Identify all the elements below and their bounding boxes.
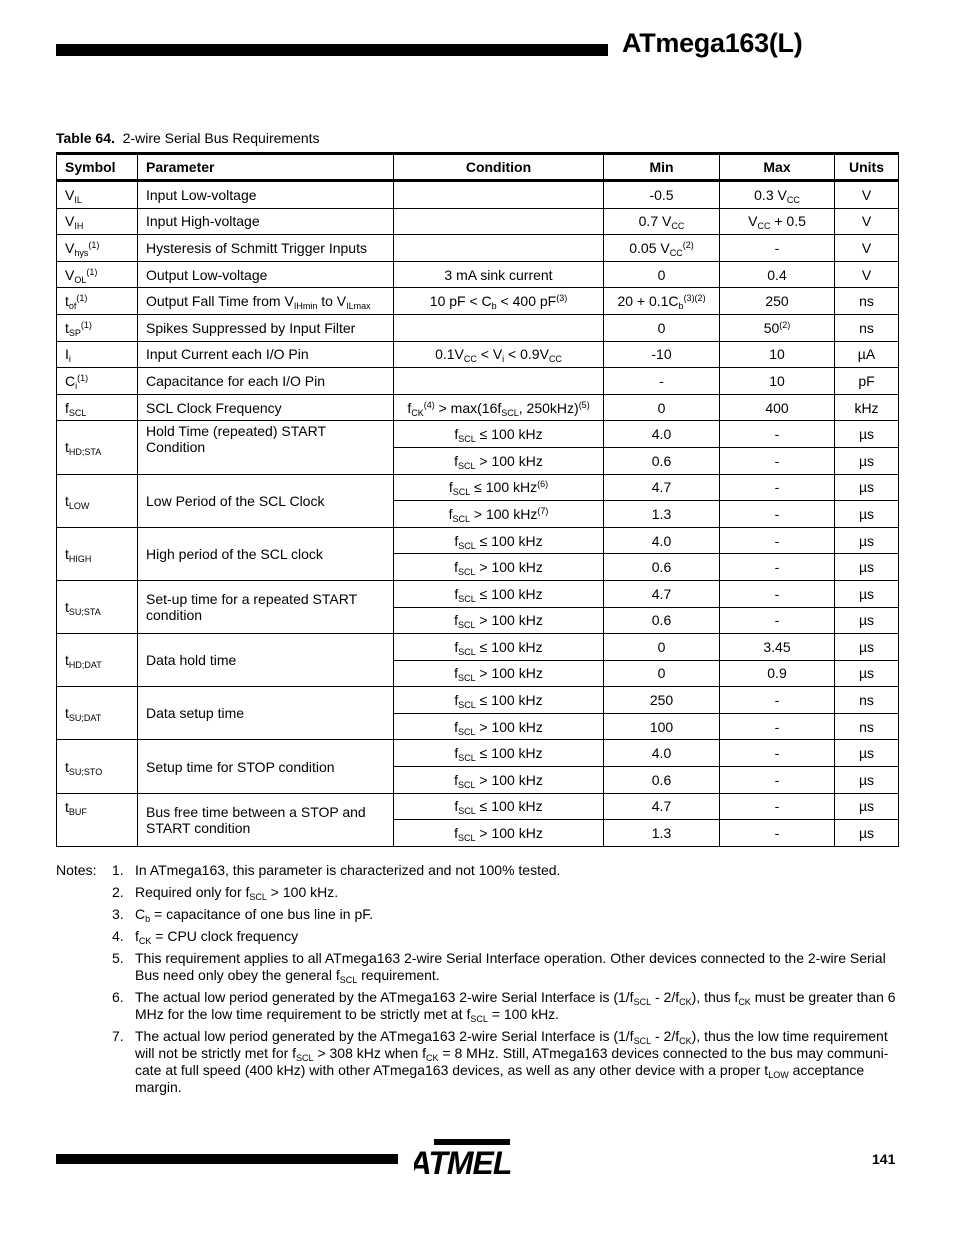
table-row bbox=[57, 235, 899, 262]
condition-cell bbox=[394, 368, 604, 395]
max-cell: - bbox=[720, 767, 835, 794]
col-header-symbol: Symbol bbox=[57, 154, 138, 181]
units-cell: µs bbox=[835, 527, 899, 554]
col-header-min: Min bbox=[604, 154, 720, 181]
parameter-cell: Hold Time (repeated) START Condition bbox=[138, 421, 394, 474]
condition-cell: $f_{SCL} \le 100$ kHz bbox=[394, 527, 604, 554]
condition-cell: $f_{SCL} > 100$ kHz bbox=[394, 820, 604, 847]
condition-cell: $f_{SCL} \le 100$ kHz bbox=[394, 793, 604, 820]
page-number: 141 bbox=[872, 1151, 896, 1167]
table-row bbox=[57, 341, 899, 368]
units-cell: µs bbox=[835, 554, 899, 581]
max-cell: - bbox=[720, 474, 835, 501]
table-row bbox=[57, 793, 899, 820]
parameter-cell: Capacitance for each I/O Pin bbox=[138, 368, 394, 395]
parameter-cell: SCL Clock Frequency bbox=[138, 394, 394, 421]
min-cell: - bbox=[604, 368, 720, 395]
max-cell: - bbox=[720, 793, 835, 820]
min-cell: 4.0 bbox=[604, 421, 720, 448]
symbol-cell: $t_{LOW}$ bbox=[57, 474, 138, 527]
condition-cell: 3 mA sink current bbox=[394, 261, 604, 288]
units-cell: V bbox=[835, 181, 899, 209]
min-cell: 0.6 bbox=[604, 554, 720, 581]
table-row bbox=[57, 421, 899, 448]
symbol-cell: $V_{hys}^{(1)}$ bbox=[57, 235, 138, 262]
min-cell: -10 bbox=[604, 341, 720, 368]
header-rule bbox=[56, 44, 608, 56]
units-cell: µs bbox=[835, 607, 899, 634]
condition-cell: $f_{SCL} \le 100$ kHz$^{(6)}$ bbox=[394, 474, 604, 501]
condition-cell: $f_{SCL} \le 100$ kHz bbox=[394, 634, 604, 661]
parameter-cell: Hysteresis of Schmitt Trigger Inputs bbox=[138, 235, 394, 262]
min-cell: 0.7 $V_{CC}$ bbox=[604, 208, 720, 235]
max-cell: - bbox=[720, 527, 835, 554]
parameter-cell: Output Low-voltage bbox=[138, 261, 394, 288]
units-cell: µA bbox=[835, 341, 899, 368]
table-caption-text: 2-wire Serial Bus Requirements bbox=[122, 130, 320, 146]
min-cell: 0.05 $V_{CC}^{(2)}$ bbox=[604, 235, 720, 262]
min-cell: 4.0 bbox=[604, 740, 720, 767]
table-caption bbox=[56, 130, 320, 146]
note-item: 4. $f_{CK}$ = CPU clock frequency bbox=[112, 928, 299, 946]
min-cell: 1.3 bbox=[604, 501, 720, 528]
note-item: 3. $C_b$ = capacitance of one bus line in pF. bbox=[112, 906, 374, 924]
max-cell: 10 bbox=[720, 341, 835, 368]
symbol-cell: $t_{SU;STO}$ bbox=[57, 740, 138, 793]
min-cell: 4.7 bbox=[604, 580, 720, 607]
units-cell: V bbox=[835, 261, 899, 288]
units-cell: µs bbox=[835, 820, 899, 847]
max-cell: 50$^{(2)}$ bbox=[720, 314, 835, 341]
symbol-cell: $t_{SU;DAT}$ bbox=[57, 687, 138, 740]
max-cell: - bbox=[720, 687, 835, 714]
units-cell: µs bbox=[835, 447, 899, 474]
max-cell: 10 bbox=[720, 368, 835, 395]
symbol-cell: $t_{of}^{(1)}$ bbox=[57, 288, 138, 315]
condition-cell: $f_{SCL} \le 100$ kHz bbox=[394, 580, 604, 607]
symbol-cell: $V_{IH}$ bbox=[57, 208, 138, 235]
units-cell: µs bbox=[835, 660, 899, 687]
parameter-cell: High period of the SCL clock bbox=[138, 527, 394, 580]
symbol-cell: $t_{HIGH}$ bbox=[57, 527, 138, 580]
max-cell: 3.45 bbox=[720, 634, 835, 661]
notes-label: Notes: bbox=[56, 862, 97, 878]
condition-cell: $f_{SCL} > 100$ kHz bbox=[394, 607, 604, 634]
units-cell: µs bbox=[835, 501, 899, 528]
note-item: 6. The actual low period generated by the ATmega163 2-wire Serial Interface is $(1/f_{SCL} - 2/f_{CK})$, thus $f_{CK}$ must be greater than 6 MHz for the low time requirement to be strictly met at $f_{SCL} = 100$ kHz. bbox=[112, 989, 896, 1024]
condition-cell: $f_{SCL} > 100$ kHz bbox=[394, 447, 604, 474]
table-row bbox=[57, 740, 899, 767]
table-caption-label: Table 64. bbox=[56, 130, 115, 146]
min-cell: 0 bbox=[604, 634, 720, 661]
max-cell: 0.9 bbox=[720, 660, 835, 687]
condition-cell: 10 pF < $C_b < 400$ $pF^{(3)}$ bbox=[394, 288, 604, 315]
max-cell: - bbox=[720, 740, 835, 767]
max-cell: 0.4 bbox=[720, 261, 835, 288]
parameter-cell: Setup time for STOP condition bbox=[138, 740, 394, 793]
notes-section bbox=[56, 862, 898, 1101]
symbol-cell: $t_{HD;STA}$ bbox=[57, 421, 138, 474]
max-cell: - bbox=[720, 713, 835, 740]
units-cell: ns bbox=[835, 687, 899, 714]
condition-cell: $0.1V_{CC} < V_i < 0.9V_{CC}$ bbox=[394, 341, 604, 368]
symbol-cell: $V_{IL}$ bbox=[57, 181, 138, 209]
condition-cell bbox=[394, 208, 604, 235]
atmel-logo bbox=[414, 1136, 512, 1189]
symbol-cell: $t_{SP}^{(1)}$ bbox=[57, 314, 138, 341]
condition-cell: $f_{SCL} > 100$ kHz bbox=[394, 554, 604, 581]
max-cell: - bbox=[720, 421, 835, 448]
condition-cell: $f_{SCL} > 100$ kHz bbox=[394, 767, 604, 794]
parameter-cell: Spikes Suppressed by Input Filter bbox=[138, 314, 394, 341]
table-row bbox=[57, 634, 899, 661]
max-cell: - bbox=[720, 607, 835, 634]
min-cell: 0.6 bbox=[604, 767, 720, 794]
note-item: 5. This requirement applies to all ATmega163 2-wire Serial Interface operation. Other devices connected to the 2-wire Serial Bus need only obey the general $f_{SCL}$ requirement. bbox=[112, 950, 886, 985]
table-row bbox=[57, 687, 899, 714]
max-cell: - bbox=[720, 820, 835, 847]
min-cell: 0 bbox=[604, 314, 720, 341]
col-header-units: Units bbox=[835, 154, 899, 181]
units-cell: µs bbox=[835, 580, 899, 607]
parameter-cell: Output Fall Time from $V_{IHmin}$ to $V_{ILmax}$ bbox=[138, 288, 394, 315]
col-header-condition: Condition bbox=[394, 154, 604, 181]
symbol-cell: $t_{HD;DAT}$ bbox=[57, 634, 138, 687]
min-cell: 0.6 bbox=[604, 607, 720, 634]
condition-cell bbox=[394, 314, 604, 341]
condition-cell: $f_{SCL} > 100$ kHz$^{(7)}$ bbox=[394, 501, 604, 528]
max-cell: - bbox=[720, 447, 835, 474]
table-row bbox=[57, 527, 899, 554]
condition-cell bbox=[394, 235, 604, 262]
max-cell: - bbox=[720, 554, 835, 581]
min-cell: 4.7 bbox=[604, 474, 720, 501]
table-row bbox=[57, 394, 899, 421]
note-item: 7. The actual low period generated by the ATmega163 2-wire Serial Interface is $(1/f_{SCL} - 2/f_{CK})$, thus the low time requirement will not be strictly met for $f_{SCL} > 308$ kHz when $f_{CK} = 8$ MHz. Still, ATmega163 devices connected to the bus may communi-cate at full speed (400 kHz) with other ATmega163 devices, as well as any other device with a proper $t_{LOW}$ acceptance margin. bbox=[112, 1028, 889, 1095]
table-row bbox=[57, 181, 899, 209]
min-cell: 250 bbox=[604, 687, 720, 714]
parameter-cell: Low Period of the SCL Clock bbox=[138, 474, 394, 527]
symbol-cell: $t_{BUF}$ bbox=[57, 793, 138, 846]
min-cell: $20 + 0.1C_b^{(3)(2)}$ bbox=[604, 288, 720, 315]
table-row bbox=[57, 474, 899, 501]
units-cell: V bbox=[835, 235, 899, 262]
table-row bbox=[57, 261, 899, 288]
parameter-cell: Set-up time for a repeated START condition bbox=[138, 580, 394, 633]
min-cell: 0 bbox=[604, 394, 720, 421]
table-row bbox=[57, 288, 899, 315]
min-cell: 4.0 bbox=[604, 527, 720, 554]
min-cell: 0.6 bbox=[604, 447, 720, 474]
condition-cell: $f_{CK}^{(4)} > \max(16f_{SCL}$, 250kHz)$^{(5)}$ bbox=[394, 394, 604, 421]
condition-cell: $f_{SCL} > 100$ kHz bbox=[394, 660, 604, 687]
table-row bbox=[57, 208, 899, 235]
table-row bbox=[57, 314, 899, 341]
units-cell: ns bbox=[835, 713, 899, 740]
max-cell: - bbox=[720, 235, 835, 262]
note-item: 2. Required only for $f_{SCL} > 100$ kHz. bbox=[112, 884, 339, 902]
condition-cell: $f_{SCL} \le 100$ kHz bbox=[394, 687, 604, 714]
min-cell: 1.3 bbox=[604, 820, 720, 847]
parameter-cell: Input Current each I/O Pin bbox=[138, 341, 394, 368]
condition-cell: $f_{SCL} > 100$ kHz bbox=[394, 713, 604, 740]
condition-cell: $f_{SCL} \le 100$ kHz bbox=[394, 740, 604, 767]
units-cell: µs bbox=[835, 421, 899, 448]
svg-text:ATMEL: ATMEL bbox=[414, 1145, 512, 1181]
units-cell: ns bbox=[835, 314, 899, 341]
units-cell: µs bbox=[835, 767, 899, 794]
units-cell: ns bbox=[835, 288, 899, 315]
symbol-cell: $I_i$ bbox=[57, 341, 138, 368]
condition-cell: $f_{SCL} \le 100$ kHz bbox=[394, 421, 604, 448]
min-cell: 0 bbox=[604, 660, 720, 687]
units-cell: µs bbox=[835, 740, 899, 767]
col-header-max: Max bbox=[720, 154, 835, 181]
max-cell: 250 bbox=[720, 288, 835, 315]
max-cell: 400 bbox=[720, 394, 835, 421]
parameter-cell: Input High-voltage bbox=[138, 208, 394, 235]
footer-rule bbox=[56, 1154, 398, 1164]
symbol-cell: $t_{SU;STA}$ bbox=[57, 580, 138, 633]
min-cell: 100 bbox=[604, 713, 720, 740]
max-cell: - bbox=[720, 501, 835, 528]
condition-cell bbox=[394, 181, 604, 209]
col-header-parameter: Parameter bbox=[138, 154, 394, 181]
units-cell: µs bbox=[835, 793, 899, 820]
units-cell: kHz bbox=[835, 394, 899, 421]
parameter-cell: Input Low-voltage bbox=[138, 181, 394, 209]
units-cell: V bbox=[835, 208, 899, 235]
table-row bbox=[57, 580, 899, 607]
symbol-cell: $V_{OL}^{(1)}$ bbox=[57, 261, 138, 288]
table-header-row bbox=[57, 154, 899, 181]
table-row bbox=[57, 368, 899, 395]
document-title: ATmega163(L) bbox=[622, 28, 803, 58]
min-cell: -0.5 bbox=[604, 181, 720, 209]
symbol-cell: $C_i^{(1)}$ bbox=[57, 368, 138, 395]
bus-requirements-table bbox=[56, 152, 899, 847]
max-cell: $V_{CC} + 0.5$ bbox=[720, 208, 835, 235]
units-cell: pF bbox=[835, 368, 899, 395]
units-cell: µs bbox=[835, 634, 899, 661]
parameter-cell: Bus free time between a STOP and START condition bbox=[138, 793, 394, 846]
parameter-cell: Data setup time bbox=[138, 687, 394, 740]
note-item: 1. In ATmega163, this parameter is characterized and not 100% tested. bbox=[112, 862, 561, 878]
max-cell: - bbox=[720, 580, 835, 607]
units-cell: µs bbox=[835, 474, 899, 501]
symbol-cell: $f_{SCL}$ bbox=[57, 394, 138, 421]
min-cell: 0 bbox=[604, 261, 720, 288]
min-cell: 4.7 bbox=[604, 793, 720, 820]
parameter-cell: Data hold time bbox=[138, 634, 394, 687]
max-cell: 0.3 $V_{CC}$ bbox=[720, 181, 835, 209]
